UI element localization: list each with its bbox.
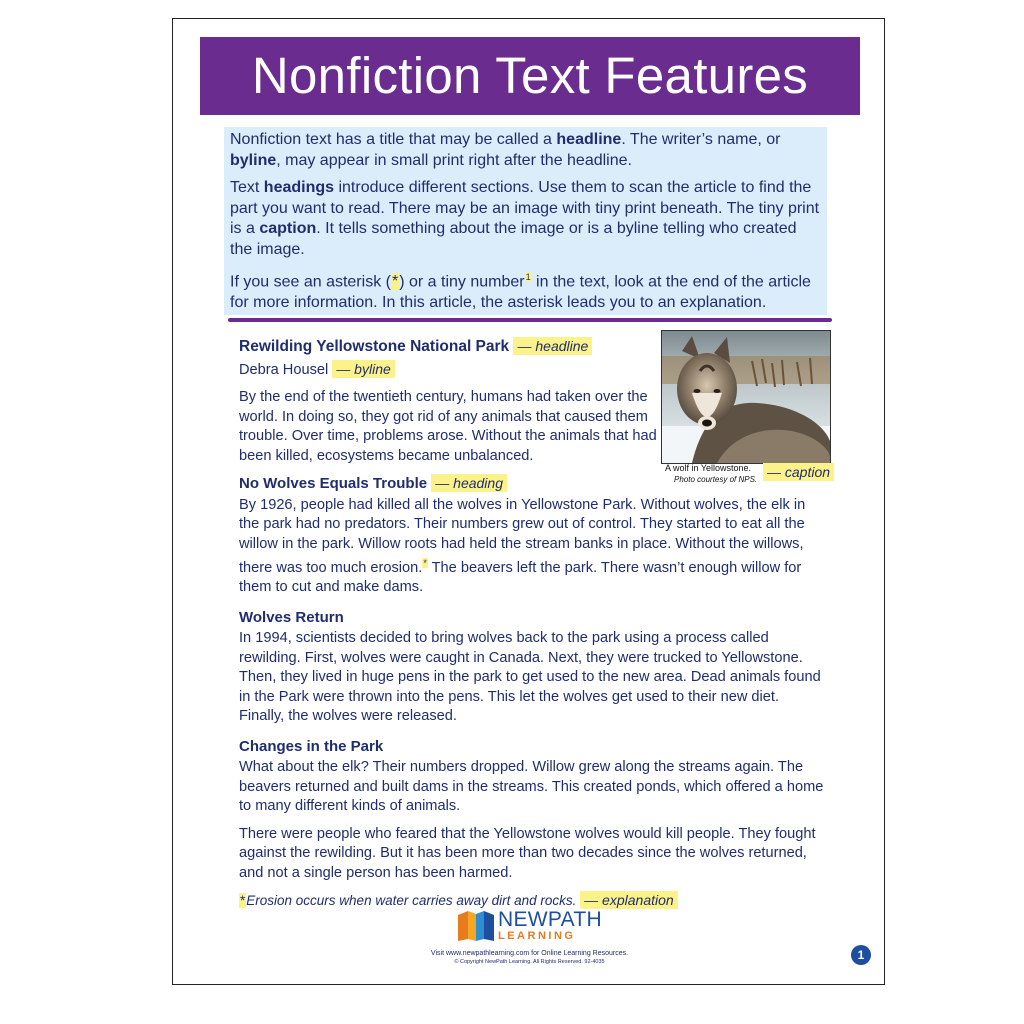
page-title: Nonfiction Text Features: [251, 47, 809, 104]
explanation-text: Erosion occurs when water carries away dirt and rocks.: [246, 893, 577, 909]
caption-text: A wolf in Yellowstone.: [665, 463, 752, 473]
erosion-asterisk: *: [423, 558, 427, 568]
headline-tag: — headline: [513, 337, 592, 355]
article-headline: [239, 337, 824, 357]
article-paragraph-4: What about the elk? Their numbers dropped. Willow grew along the streams again. The beavers returned and built dams in the streams. This created ponds, which offered a home to many different kinds of animals.: [239, 759, 824, 815]
title-banner: [200, 37, 860, 115]
explanation-tag: — explanation: [580, 891, 678, 909]
term-byline: byline: [230, 151, 277, 169]
article-byline: [239, 360, 824, 381]
intro-text: If you see an asterisk (: [230, 273, 391, 291]
heading-text: No Wolves Equals Trouble: [239, 475, 428, 492]
footer-copyright: © Copyright NewPath Learning. All Rights Reserved. 92-4035: [454, 959, 605, 965]
superscript-highlight: 1: [525, 272, 531, 282]
intro-text: introduce different sections. Use them to scan the article to find the part you want to read. There may be an image with tiny print beneath. The tiny print is a: [230, 179, 820, 237]
headline-text: Rewilding Yellowstone National Park: [239, 338, 510, 355]
byline-tag: — byline: [332, 360, 394, 378]
footer-visit-link[interactable]: Visit www.newpathlearning.com for Online Learning Resources.: [430, 950, 629, 957]
photo-credit: Photo courtesy of NPS.: [674, 475, 758, 484]
term-headline: headline: [556, 131, 622, 148]
article-paragraph-1: By the end of the twentieth century, humans had taken over the world. In doing so, they got rid of any animals that caused them trouble. Over time, problems arose. Without the animals that had been killed, ecosystems became unbalanced.: [239, 389, 657, 464]
intro-text: , may appear in small print right after the headline.: [276, 151, 632, 169]
logo-learning: LEARNING: [498, 930, 576, 942]
intro-text: Nonfiction text has a title that may be called a: [230, 131, 557, 148]
logo-wordmark: [498, 909, 602, 942]
newpath-logo: [456, 908, 602, 948]
logo-newpath: NEWPATH: [498, 908, 602, 931]
asterisk-highlight: *: [391, 273, 399, 291]
intro-text: . It tells something about the image or is a byline telling who created the image.: [230, 220, 797, 258]
book-logo-icon: [456, 909, 496, 943]
paragraph-text: By 1926, people had killed all the wolves in Yellowstone Park. Without wolves, the elk in the park had no predators. Their numbers grew out of control. They started to eat all the willow in the park. Willow roots had held the stream banks in place. Without the willows, there was too much erosion.: [239, 496, 806, 576]
article: [239, 337, 824, 919]
explanation-asterisk: *: [240, 893, 246, 909]
heading-changes: Changes in the Park: [239, 737, 384, 755]
article-paragraph-3: In 1994, scientists decided to bring wolves back to the park using a process called rewilding. First, wolves were caught in Canada. Next, they were trucked to Yellowstone. Then, they lived in huge pens in the park to get used to the new area. Dead animals found in the Park were thrown into the pens. This let the wolves get used to their new diet. Finally, the wolves were released.: [239, 630, 821, 725]
intro-box: [224, 127, 827, 315]
article-paragraph-5: There were people who feared that the Yellowstone wolves would kill people. They fought against the rewilding. But it has been more than two decades since the wolves returned, and not a single person has been harmed.: [239, 825, 816, 881]
term-headings: headings: [263, 179, 335, 196]
section-divider: [228, 318, 832, 322]
intro-text: Text: [230, 179, 264, 196]
article-paragraph-2: [239, 496, 824, 598]
caption-tag: — caption: [763, 463, 834, 481]
worksheet-page: [172, 18, 885, 985]
intro-text: in the text, look at the end of the article for more information. In this article, the asterisk leads you to an explanation.: [230, 273, 811, 311]
intro-text: . The writer’s name, or: [621, 131, 781, 148]
byline-text: Debra Housel: [239, 361, 329, 378]
footer-text: [173, 949, 886, 967]
term-caption: caption: [259, 220, 317, 237]
intro-paragraph-2: [230, 178, 821, 260]
page-number-badge: 1: [851, 945, 871, 965]
heading-wolves-return: Wolves Return: [239, 608, 344, 626]
heading-tag: — heading: [431, 474, 507, 492]
intro-text: ) or a tiny number: [399, 273, 525, 291]
intro-paragraph-3: [230, 267, 821, 313]
heading-no-wolves: [239, 474, 824, 494]
intro-paragraph-1: [230, 130, 821, 171]
paragraph-text: The beavers left the park. There wasn’t enough willow for them to cut and make dams.: [239, 559, 802, 596]
